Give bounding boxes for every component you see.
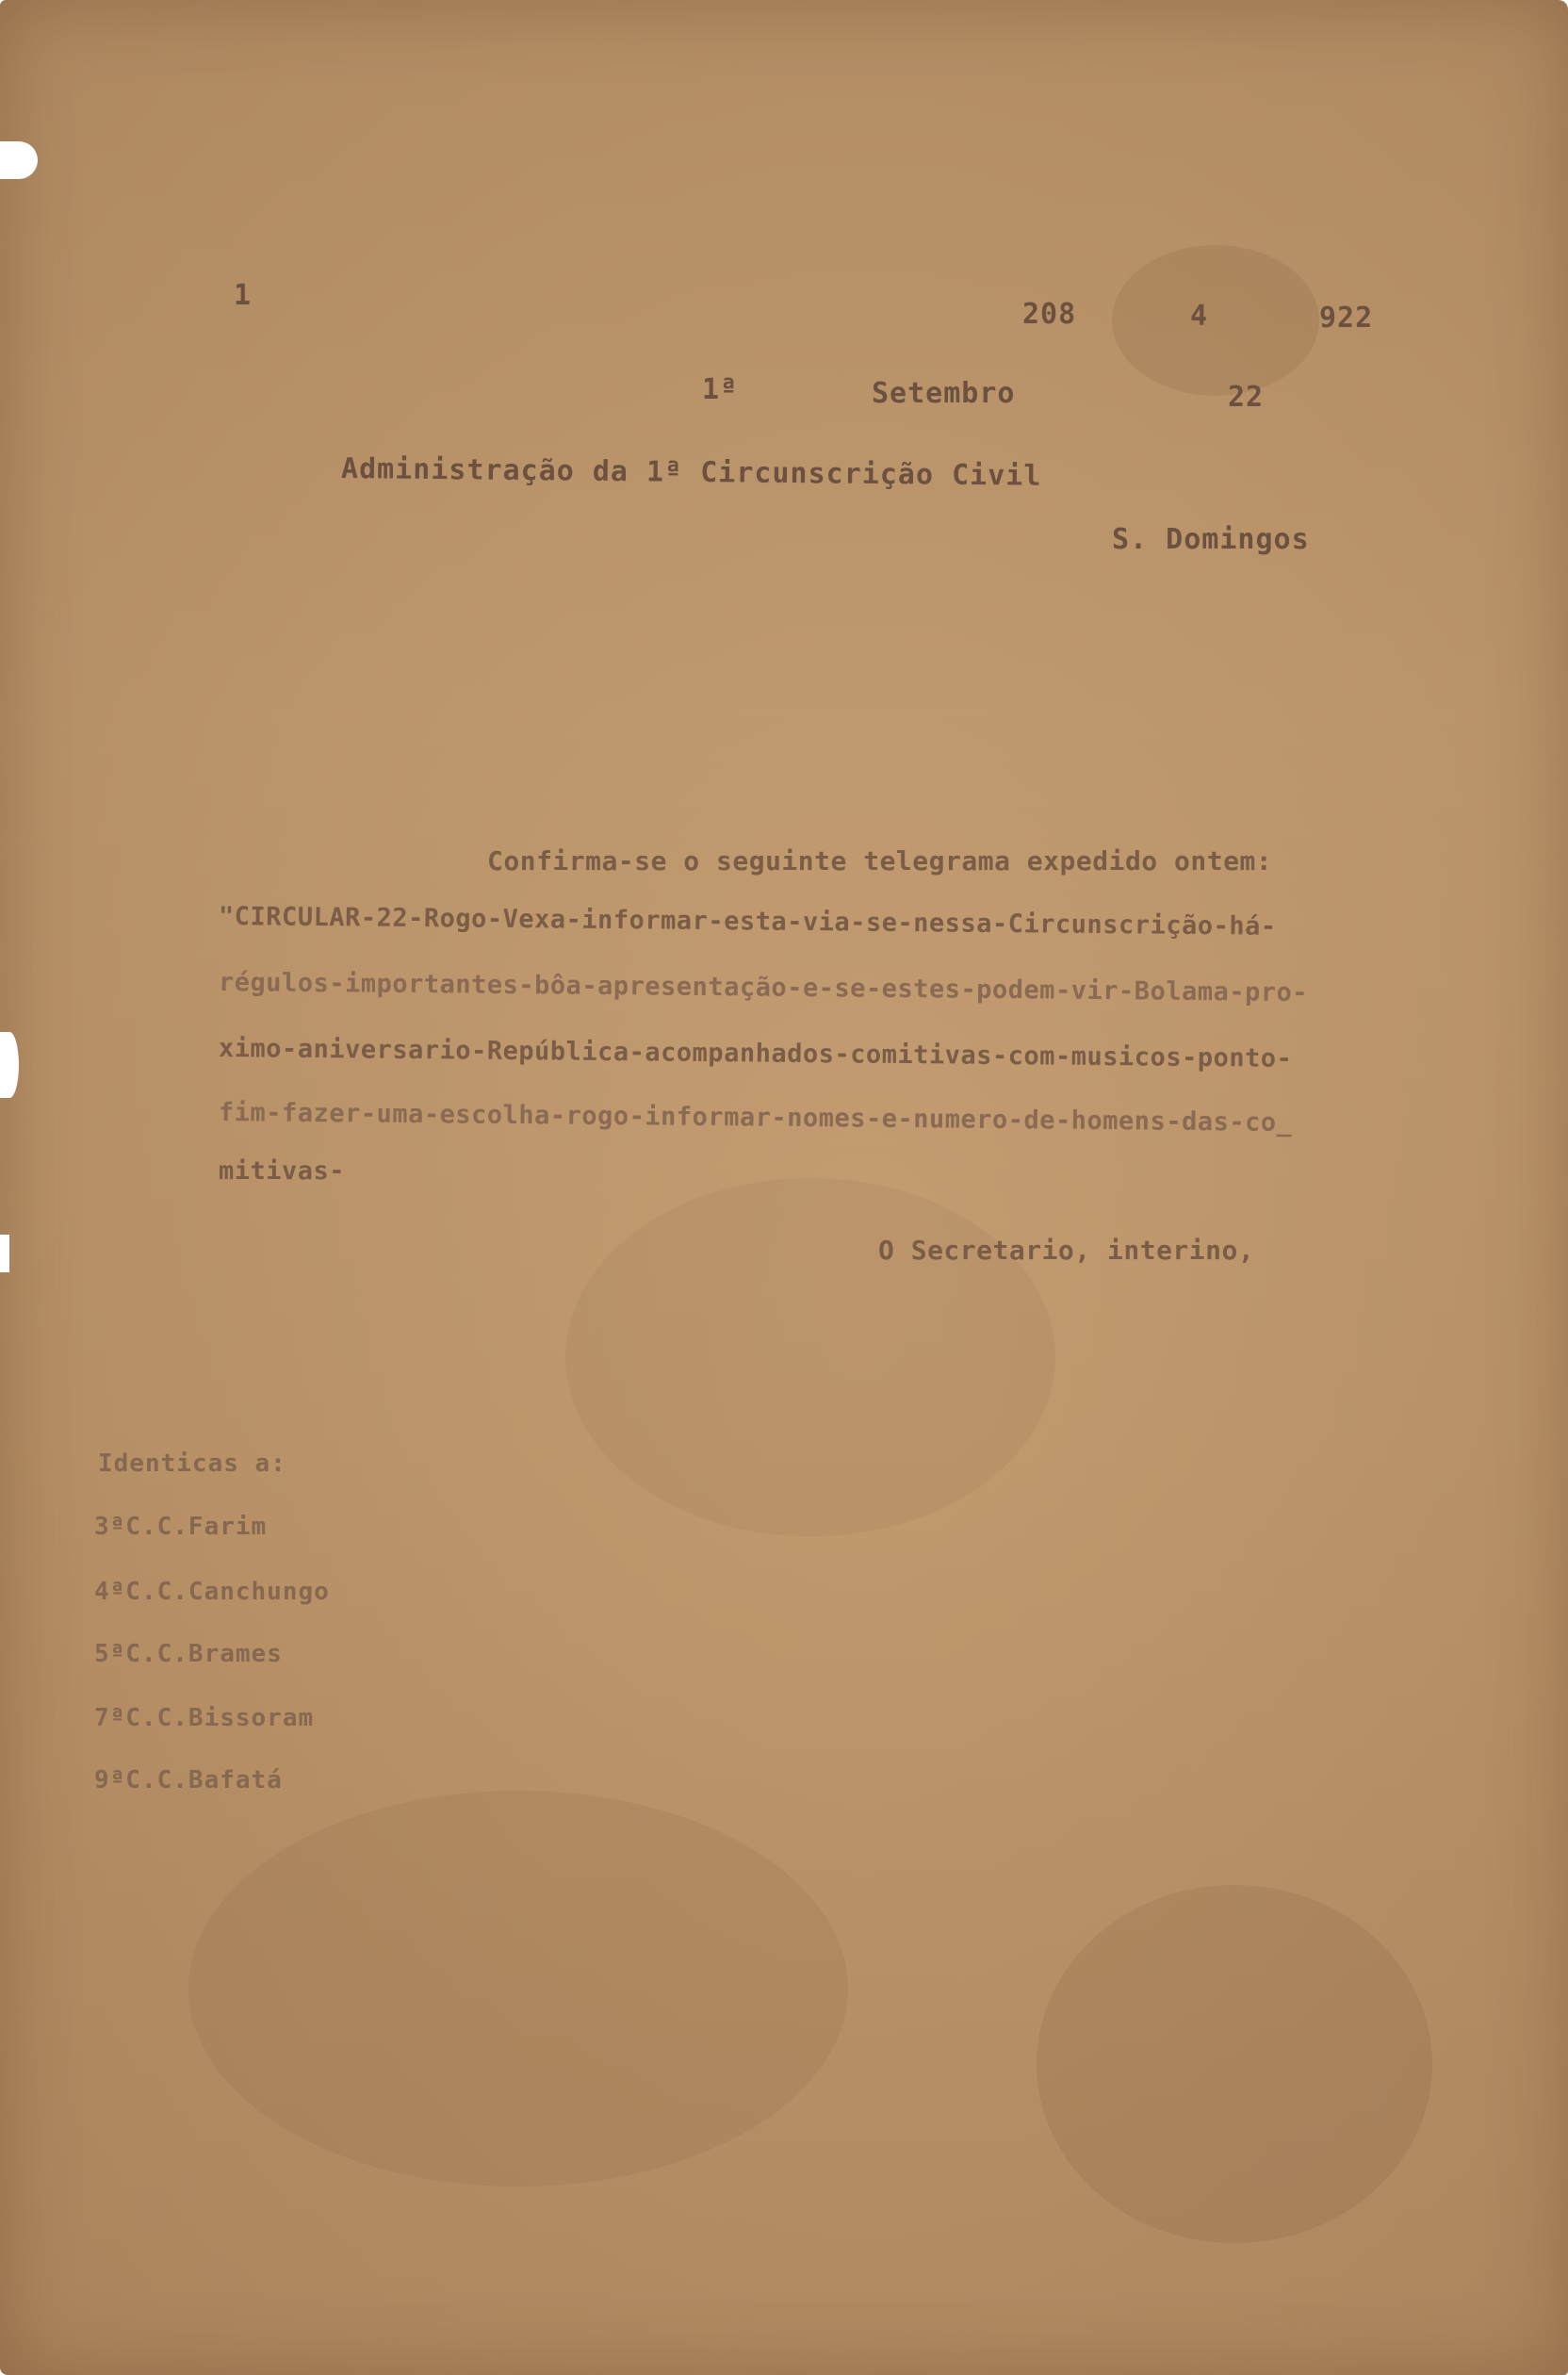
reference-number: 208: [1022, 298, 1077, 331]
page-number: 1: [234, 279, 253, 312]
place-name: S. Domingos: [1112, 523, 1310, 556]
telegram-line: ximo-aniversario-República-acompanhados-comitivas-com-musicos-ponto-: [218, 1034, 1293, 1073]
identicas-item: 4ªC.C.Canchungo: [94, 1578, 330, 1606]
paper-stain: [565, 1178, 1055, 1536]
signature-line: O Secretario, interino,: [878, 1235, 1255, 1266]
paper-stain: [1112, 245, 1319, 396]
telegram-intro: Confirma-se o seguinte telegrama expedido ontem:: [487, 845, 1273, 876]
telegram-line: régulos-importantes-bôa-apresentação-e-se-estes-podem-vir-Bolama-pro-: [218, 968, 1309, 1008]
telegram-line: "CIRCULAR-22-Rogo-Vexa-informar-esta-via-se-nessa-Circunscrição-há-: [218, 902, 1277, 942]
paper-stain: [1037, 1885, 1432, 2243]
date-year: 22: [1228, 381, 1265, 414]
reference-year: 922: [1319, 302, 1374, 335]
reference-book: 4: [1190, 300, 1209, 333]
paper-stain: [188, 1791, 848, 2187]
telegram-line: mitivas-: [219, 1156, 346, 1186]
telegram-line: fim-fazer-uma-escolha-rogo-informar-nomes-e-numero-de-homens-das-co_: [218, 1098, 1293, 1138]
torn-edge: [0, 141, 38, 179]
torn-edge: [0, 1235, 9, 1272]
identicas-item: 7ªC.C.Bissoram: [94, 1704, 315, 1732]
date-day: 1ª: [702, 373, 739, 406]
torn-edge: [0, 1032, 19, 1098]
identicas-item: 9ªC.C.Bafatá: [94, 1766, 283, 1794]
identicas-item: 5ªC.C.Brames: [94, 1640, 283, 1668]
identicas-item: 3ªC.C.Farim: [94, 1513, 268, 1541]
identicas-heading: Identicas a:: [98, 1450, 286, 1478]
office-heading: Administração da 1ª Circunscrição Civil: [340, 452, 1042, 493]
date-month: Setembro: [872, 377, 1016, 410]
